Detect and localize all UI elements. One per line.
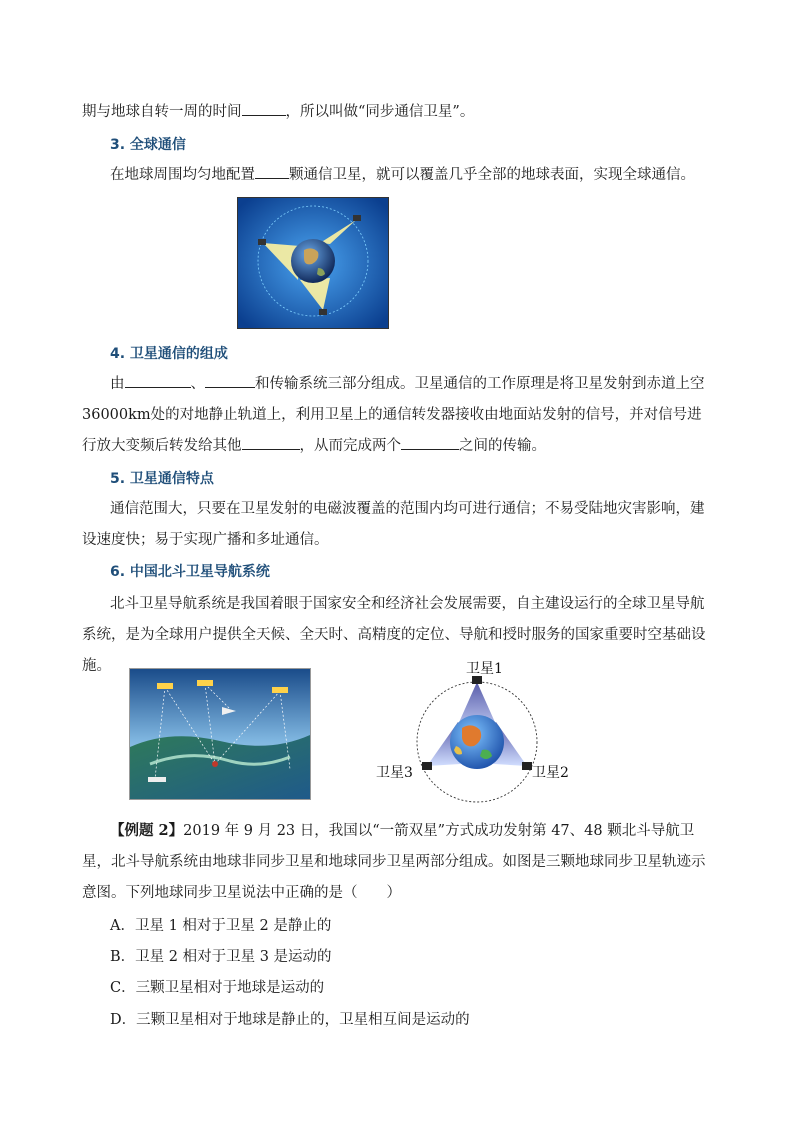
satellite-3-label: 卫星3 xyxy=(376,765,413,781)
answer-blank[interactable] xyxy=(401,433,459,450)
answer-blank[interactable] xyxy=(205,371,255,388)
answer-blank[interactable] xyxy=(242,433,300,450)
section-4-text: 由 、 和传输系统三部分组成。卫星通信的工作原理是将卫星发射到赤道上空36000km处的对地静止轨道上，利用卫星上的通信转发器接收由地面站发射的信号，并对信号进行放大变频后转发给其他 ，从而完成两个 之间的传输。 xyxy=(82,369,708,462)
three-satellites-diagram xyxy=(372,658,582,803)
section-3-heading: 3. 全球通信 xyxy=(110,137,186,153)
example-2-question: 【例题 2】2019 年 9 月 23 日，我国以“一箭双星”方式成功发射第 47、48 颗北斗导航卫星，北斗导航系统由地球非同步卫星和地球同步卫星两部分组成。如图是三颗地球同步卫星轨迹示意图。下列地球同步卫星说法中正确的是（ ） xyxy=(82,822,706,901)
satellite-3-icon xyxy=(422,762,432,770)
section-3-text: 在地球周围均匀地配置 颗通信卫星，就可以覆盖几乎全部的地球表面，实现全球通信。 xyxy=(82,160,708,191)
satellite-icon xyxy=(353,215,361,221)
section-6-heading: 6. 中国北斗卫星导航系统 xyxy=(110,564,270,580)
continuation-line: 期与地球自转一周的时间 ，所以叫做“同步通信卫星”。 xyxy=(82,97,708,128)
satellite-icon xyxy=(157,683,173,689)
satellite-icon xyxy=(272,687,288,693)
satellite-1-icon xyxy=(472,676,482,684)
section-5-text: 通信范围大，只要在卫星发射的电磁波覆盖的范围内均可进行通信；不易受陆地灾害影响，建设速度快；易于实现广播和多址通信。 xyxy=(82,501,705,548)
satellite-2-icon xyxy=(522,762,532,770)
global-communication-image xyxy=(237,197,389,329)
section-4-heading: 4. 卫星通信的组成 xyxy=(110,346,228,362)
answer-blank[interactable] xyxy=(255,162,289,179)
answer-blank[interactable] xyxy=(242,99,286,116)
answer-blank[interactable] xyxy=(125,371,191,388)
option-b[interactable]: B．卫星 2 相对于卫星 3 是运动的 xyxy=(110,949,332,965)
section-6-text: 北斗卫星导航系统是我国着眼于国家安全和经济社会发展需要，自主建设运行的全球卫星导航系统，是为全球用户提供全天候、全天时、高精度的定位、导航和授时服务的国家重要时空基础设施。 xyxy=(82,596,706,674)
satellite-icon xyxy=(319,309,327,315)
ship-icon xyxy=(148,777,166,782)
option-a[interactable]: A．卫星 1 相对于卫星 2 是静止的 xyxy=(110,918,332,934)
satellite-icon xyxy=(197,680,213,686)
option-c[interactable]: C．三颗卫星相对于地球是运动的 xyxy=(110,980,325,996)
satellite-2-label: 卫星2 xyxy=(532,765,569,781)
vehicle-icon xyxy=(212,761,218,767)
option-d[interactable]: D．三颗卫星相对于地球是静止的，卫星相互间是运动的 xyxy=(110,1012,470,1028)
section-5-heading: 5. 卫星通信特点 xyxy=(110,471,214,487)
satellite-icon xyxy=(258,239,266,245)
satellite-1-label: 卫星1 xyxy=(466,661,503,677)
beidou-navigation-image xyxy=(129,668,311,800)
